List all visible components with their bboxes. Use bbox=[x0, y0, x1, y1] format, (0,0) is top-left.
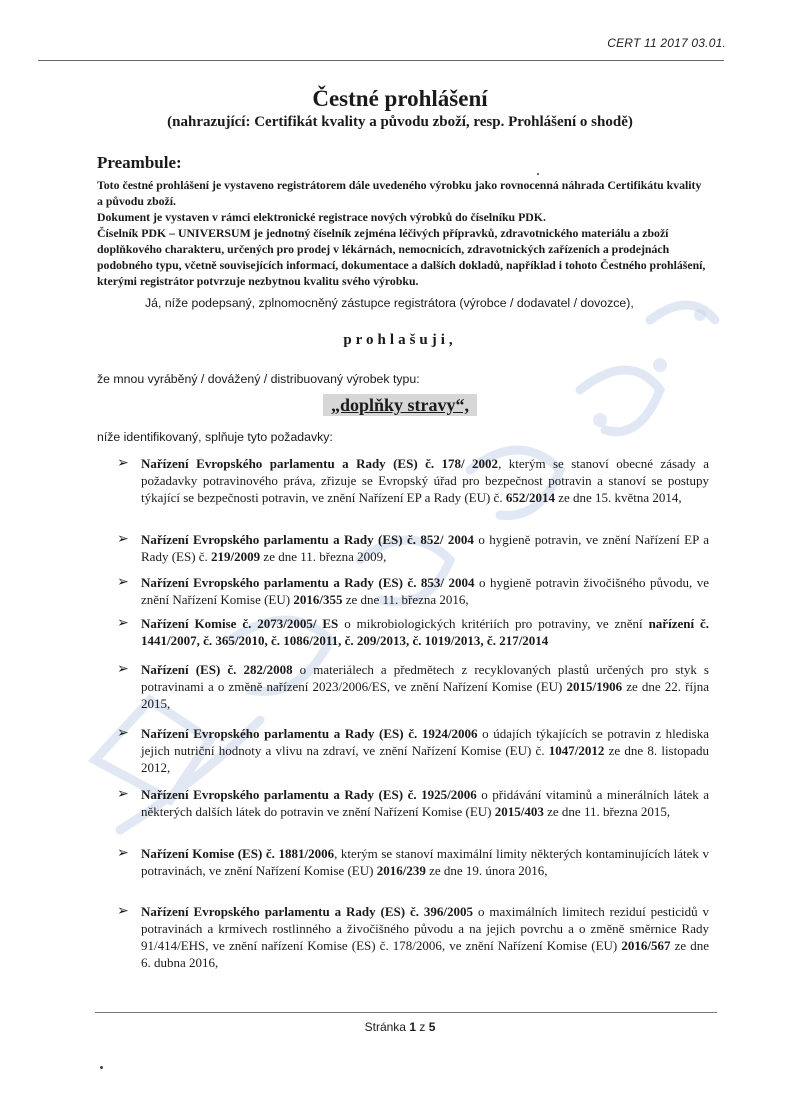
document-reference: CERT 11 2017 03.01. bbox=[607, 36, 726, 50]
preamble-heading: Preambule: bbox=[97, 153, 182, 172]
regulation-amendment: 2016/567 bbox=[621, 938, 671, 953]
regulation-text: o přidávání vitaminů a minerálních látek a některých dalších látek do potravin ve znění Nařízení Komise (EU) bbox=[141, 787, 710, 819]
product-type bbox=[0, 395, 800, 416]
regulation-text: o hygieně potravin, ve znění Nařízení EP a Rady (ES) č. bbox=[141, 532, 710, 564]
regulation-amendment: 2015/1906 bbox=[566, 679, 623, 694]
arrow-bullet-icon: ➢ bbox=[117, 904, 129, 919]
page-number bbox=[0, 1020, 800, 1034]
regulation-title: Nařízení Evropského parlamentu a Rady (ES) č. 1924/2006 bbox=[141, 726, 478, 741]
declare-word: prohlašuji, bbox=[343, 332, 457, 348]
document-title: Čestné prohlášení bbox=[312, 86, 488, 111]
preamble-paragraph: Toto čestné prohlášení je vystaveno registrátorem dále uvedeného výrobku jako rovnocenná náhrada Certifikátu kvality a původu zboží. bbox=[97, 178, 702, 208]
scan-speck bbox=[537, 173, 539, 175]
regulation-amendment: 652/2014 bbox=[505, 490, 555, 505]
declarant-statement: Já, níže podepsaný, zplnomocněný zástupce registrátora (výrobce / dodavatel / dovozce), bbox=[145, 296, 634, 310]
preamble-text bbox=[97, 177, 707, 289]
regulation-title: Nařízení Evropského parlamentu a Rady (ES) č. 853/ 2004 bbox=[141, 575, 475, 590]
regulation-text: , kterým se stanoví obecné zásady a požadavky potravinového práva, zřizuje se Evropský úřad pro bezpečnost potravin a stanoví se postupy týkající se bezpečnosti potravin, ve znění Nařízení EP a Rady (EU) č. bbox=[141, 456, 709, 505]
regulation-title: Nařízení Komise (ES) č. 1881/2006 bbox=[141, 846, 335, 861]
regulation-text: o údajích týkajících se potravin z hlediska jejich nutriční hodnoty a vlivu na zdraví, ve znění Nařízení Komise (EU) č. bbox=[141, 726, 710, 758]
requirements-intro: níže identifikovaný, splňuje tyto požadavky: bbox=[97, 430, 333, 444]
regulation-amendment: 2015/403 bbox=[494, 804, 544, 819]
regulation-text: o materiálech a předmětech z recyklovaných plastů určených pro styk s potravinami a o změně nařízení 2023/2006/ES, ve znění Nařízení Komise (EU) bbox=[141, 662, 709, 694]
page-separator: z bbox=[419, 1020, 426, 1034]
scan-speck bbox=[100, 1066, 103, 1069]
regulation-amendment: 219/2009 bbox=[211, 549, 261, 564]
regulation-date: ze dne 19. února 2016, bbox=[425, 863, 548, 878]
regulation-date: ze dne 6. dubna 2016, bbox=[141, 938, 709, 970]
arrow-bullet-icon: ➢ bbox=[117, 456, 129, 471]
arrow-bullet-icon: ➢ bbox=[117, 575, 129, 590]
document-subtitle: (nahrazující: Certifikát kvality a původu zboží, resp. Prohlášení o shodě) bbox=[167, 114, 633, 130]
arrow-bullet-icon: ➢ bbox=[117, 787, 129, 802]
regulation-amendment: 2016/355 bbox=[293, 592, 343, 607]
regulation-title: Nařízení Evropského parlamentu a Rady (ES) č. 396/2005 bbox=[141, 904, 474, 919]
regulation-title: Nařízení Evropského parlamentu a Rady (ES) č. 1925/2006 bbox=[141, 787, 477, 802]
regulation-text: o maximálních limitech reziduí pesticidů v potravinách a krmivech rostlinného a živočišného původu a na jejich povrchu a o změně směrnice Rady 91/414/EHS, ve znění nařízení Komise (ES) č. 178/2006, ve znění Nařízení Komise (EU) bbox=[141, 904, 709, 953]
regulation-amendment: 2016/239 bbox=[376, 863, 426, 878]
product-type-intro: že mnou vyráběný / dovážený / distribuovaný výrobek typu: bbox=[97, 372, 420, 386]
regulation-date: ze dne 22. října 2015, bbox=[141, 679, 709, 711]
regulation-text: , kterým se stanoví maximální limity některých kontaminujících látek v potravinách, ve znění Nařízení Komise (EU) bbox=[141, 846, 710, 878]
regulation-date: ze dne 11. března 2016, bbox=[342, 592, 469, 607]
regulation-amendment: nařízení č. 1441/2007, č. 365/2010, č. 1086/2011, č. 209/2013, č. 1019/2013, č. 217/2014 bbox=[141, 616, 709, 648]
preamble-paragraph: Dokument je vystaven v rámci elektronické registrace nových výrobků do číselníku PDK. bbox=[97, 210, 546, 224]
product-type-value: „doplňky stravy“, bbox=[323, 394, 477, 416]
footer-divider bbox=[95, 1012, 717, 1013]
regulation-date: ze dne 8. listopadu 2012, bbox=[141, 743, 709, 775]
regulation-date: ze dne 11. března 2015, bbox=[543, 804, 671, 819]
regulation-date: ze dne 11. března 2009, bbox=[260, 549, 387, 564]
preamble-paragraph: Číselník PDK – UNIVERSUM je jednotný číselník zejména léčivých přípravků, zdravotnického materiálu a zboží doplňkového charakteru, určených pro prodej v lékárnách, nemocnicích, zdravotnických zařízeních a prodejnách podobného typu, včetně souvisejících informací, dokumentace a dalších dokladů, například i tohoto Čestného prohlášení, kterými registrátor potvrzuje nezbytnou kvalitu svého výrobku. bbox=[97, 226, 706, 288]
arrow-bullet-icon: ➢ bbox=[117, 662, 129, 677]
regulation-amendment: 1047/2012 bbox=[548, 743, 605, 758]
arrow-bullet-icon: ➢ bbox=[117, 616, 129, 631]
regulation-text: o mikrobiologických kritériích pro potraviny, ve znění bbox=[338, 616, 649, 631]
header-divider bbox=[38, 60, 724, 61]
arrow-bullet-icon: ➢ bbox=[117, 532, 129, 547]
regulation-title: Nařízení (ES) č. 282/2008 bbox=[141, 662, 293, 677]
arrow-bullet-icon: ➢ bbox=[117, 846, 129, 861]
regulation-title: Nařízení Komise č. 2073/2005/ ES bbox=[141, 616, 339, 631]
page-label: Stránka bbox=[364, 1020, 406, 1034]
regulation-title: Nařízení Evropského parlamentu a Rady (ES) č. 852/ 2004 bbox=[141, 532, 474, 547]
regulation-text: o hygieně potravin živočišného původu, ve znění Nařízení Komise (EU) bbox=[141, 575, 709, 607]
regulation-date: ze dne 15. května 2014, bbox=[554, 490, 682, 505]
arrow-bullet-icon: ➢ bbox=[117, 726, 129, 741]
regulation-title: Nařízení Evropského parlamentu a Rady (ES) č. 178/ 2002 bbox=[141, 456, 499, 471]
page-current: 1 bbox=[409, 1020, 416, 1034]
page-total: 5 bbox=[428, 1020, 436, 1034]
